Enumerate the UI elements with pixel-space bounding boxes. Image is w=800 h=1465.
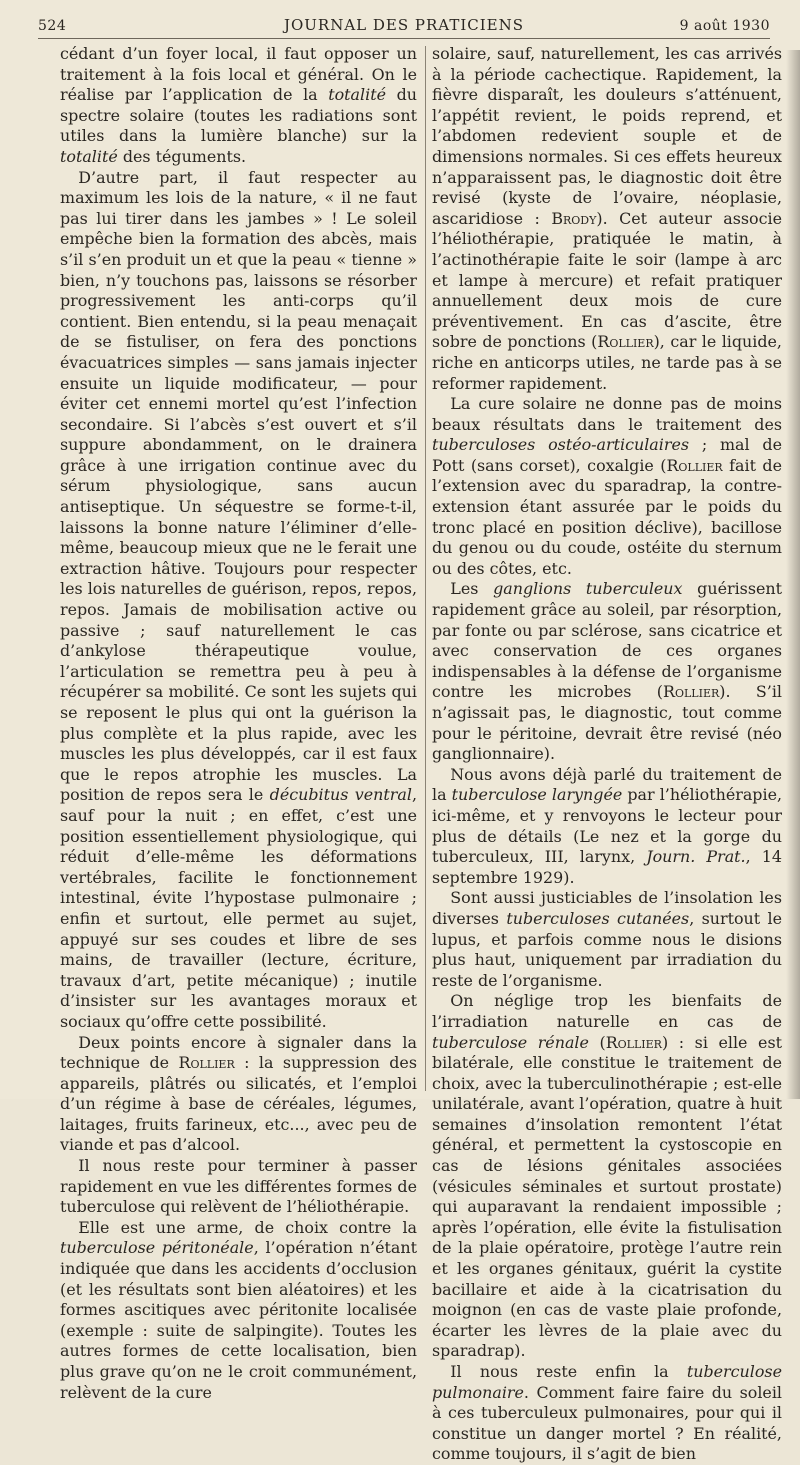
- paragraph: Sont aussi justiciables de l’insolation les diverses tuberculoses cutanées, surtout le lupus, et parfois comme nous le disions plus haut, uniquement par irradiation du reste de l’organisme.: [432, 888, 783, 990]
- paragraph: Nous avons déjà parlé du traitement de la tuberculose laryngée par l’héliothérapie, ici-même, et y renvoyons le lecteur pour plus de détails (Le nez et la gorge du tuberculeux, III, larynx, Journ. Prat., 14 septembre 1929).: [432, 764, 783, 887]
- page-edge-shadow: [786, 50, 800, 1099]
- journal-title: JOURNAL DES PRATICIENS: [283, 16, 525, 34]
- paragraph: Il nous reste pour terminer à passer rapidement en vue les différentes formes de tuberculose qui relèvent de l’héliothérapie.: [60, 1156, 417, 1217]
- paragraph: Il nous reste enfin la tuberculose pulmonaire. Comment faire faire du soleil à ces tuberculeux pulmonaires, pour qui il constitue un danger mortel ? En réalité, comme toujours, il s’agit de bien: [432, 1362, 782, 1464]
- paragraph: On néglige trop les bienfaits de l’irradiation naturelle en cas de tuberculose rénale (Rollier) : si elle est bilatérale, elle constitue le traitement de choix, avec la tuberculinothérapie ; est-elle unilatérale, avant l’opération, quatre à huit semaines d’insolation remontent l’état général, et permettent la cystoscopie en cas de lésions génitales associées (vésicules séminales et surtout prostate) qui auparavant la rendaient impossible ; après l’opération, elle évite la fistulisation de la plaie opératoire, protège l’autre rein et les organes génitaux, guérit la cystite bacillaire et aide à la cicatrisation du moignon (en cas de vaste plaie profonde, écarter les lèvres de la plaie avec du sparadrap).: [432, 991, 782, 1361]
- left-column: [60, 44, 417, 1403]
- column-divider: [425, 46, 426, 1091]
- paragraph: solaire, sauf, naturellement, les cas arrivés à la période cachectique. Rapidement, la fièvre disparaît, les douleurs s’atténuent, l’appétit revient, le poids reprend, et l’abdomen redevient souple et de dimensions normales. Si ces effets heureux n’apparaissent pas, le diagnostic doit être revisé (kyste de l’ovaire, néoplasie, ascaridiose : Brody). Cet auteur associe l’héliothérapie, pratiquée le matin, à l’actinothérapie faite le soir (lampe à arc et lampe à mercure) et refait pratiquer annuellement deux mois de cure préventivement. En cas d’ascite, être sobre de ponctions (Rollier), car le liquide, riche en anticorps utiles, ne tarde pas à se reformer rapidement.: [432, 44, 782, 393]
- paragraph: D’autre part, il faut respecter au maximum les lois de la nature, « il ne faut pas lui tirer dans les jambes » ! Le soleil empêche bien la formation des abcès, mais s’il s’en produit un et que la peau « tienne » bien, n’y touchons pas, laissons se résorber progressivement les anti-corps qu’il contient. Bien entendu, si la peau menaçait de se fistuliser, on fera des ponctions évacuatrices simples — sans jamais injecter ensuite un liquide modificateur, — pour éviter cet ennemi mortel qu’est l’infection secondaire. Si l’abcès s’est ouvert et s’il suppure abondamment, on le drainera grâce à une irrigation continue avec du sérum physiologique, sans aucun antiseptique. Un séquestre se forme-t-il, laissons la bonne nature l’éliminer d’elle-même, beaucoup mieux que ne le ferait une extraction hâtive. Toujours pour respecter les lois naturelles de guérison, repos, repos, repos. Jamais de mobilisation active ou passive ; sauf naturellement le cas d’ankylose thérapeutique voulue, l’articulation se remettra peu à peu à récupérer sa mobilité. Ce sont les sujets qui se reposent le plus qui ont la guérison la plus complète et la plus rapide, avec les muscles les plus développés, car il est faux que le repos atrophie les muscles. La position de repos sera le décubitus ventral, sauf pour la nuit ; en effet, c’est une position essentiellement physiologique, qui réduit d’elle-même les déformations vertébrales, facilite le fonctionnement intestinal, évite l’hypostase pulmonaire ; enfin et surtout, elle permet au sujet, appuyé sur ses coudes et libre de ses mains, de travailler (lecture, écriture, travaux d’art, petite mécanique) ; inutile d’insister sur les avantages moraux et sociaux qu’offre cette possibilité.: [60, 167, 417, 1031]
- paragraph: cédant d’un foyer local, il faut opposer un traitement à la fois local et général. On le réalise par l’application de la totalité du spectre solaire (toutes les radiations sont utiles dans la lumière blanche) sur la totalité des téguments.: [60, 44, 417, 166]
- paragraph: Les ganglions tuberculeux guérissent rapidement grâce au soleil, par résorption, par fonte ou par sclérose, sans cicatrice et avec conservation de ces organes indispensables à la défense de l’organisme contre les microbes (Rollier). S’il n’agissait pas, le diagnostic, tout comme pour le péritoine, devrait être revisé (néo ganglionnaire).: [432, 579, 782, 764]
- paragraph: Deux points encore à signaler dans la technique de Rollier : la suppression des appareils, plâtrés ou silicatés, et l’emploi d’un régime à base de céréales, légumes, laitages, fruits farineux, etc..., avec peu de viande et pas d’alcool.: [60, 1032, 417, 1155]
- paragraph: Elle est une arme, de choix contre la tuberculose péritonéale, l’opération n’étant indiquée que dans les accidents d’occlusion (et les résultats sont bien aléatoires) et les formes ascitiques avec péritonite localisée (exemple : suite de salpingite). Toutes les autres formes de cette localisation, bien plus grave qu’on ne le croit communément, relèvent de la cure: [60, 1217, 417, 1402]
- issue-date: 9 août 1930: [679, 18, 770, 34]
- page-number: 524: [38, 18, 67, 34]
- running-header: [38, 12, 770, 39]
- right-column: [432, 44, 782, 1465]
- paragraph: La cure solaire ne donne pas de moins beaux résultats dans le traitement des tuberculoses ostéo-articulaires ; mal de Pott (sans corset), coxalgie (Rollier fait de l’extension avec du sparadrap, la contre-extension étant assurée par le poids du tronc placé en position déclive), bacillose du genou ou du coude, ostéite du sternum ou des côtes, etc.: [432, 394, 782, 578]
